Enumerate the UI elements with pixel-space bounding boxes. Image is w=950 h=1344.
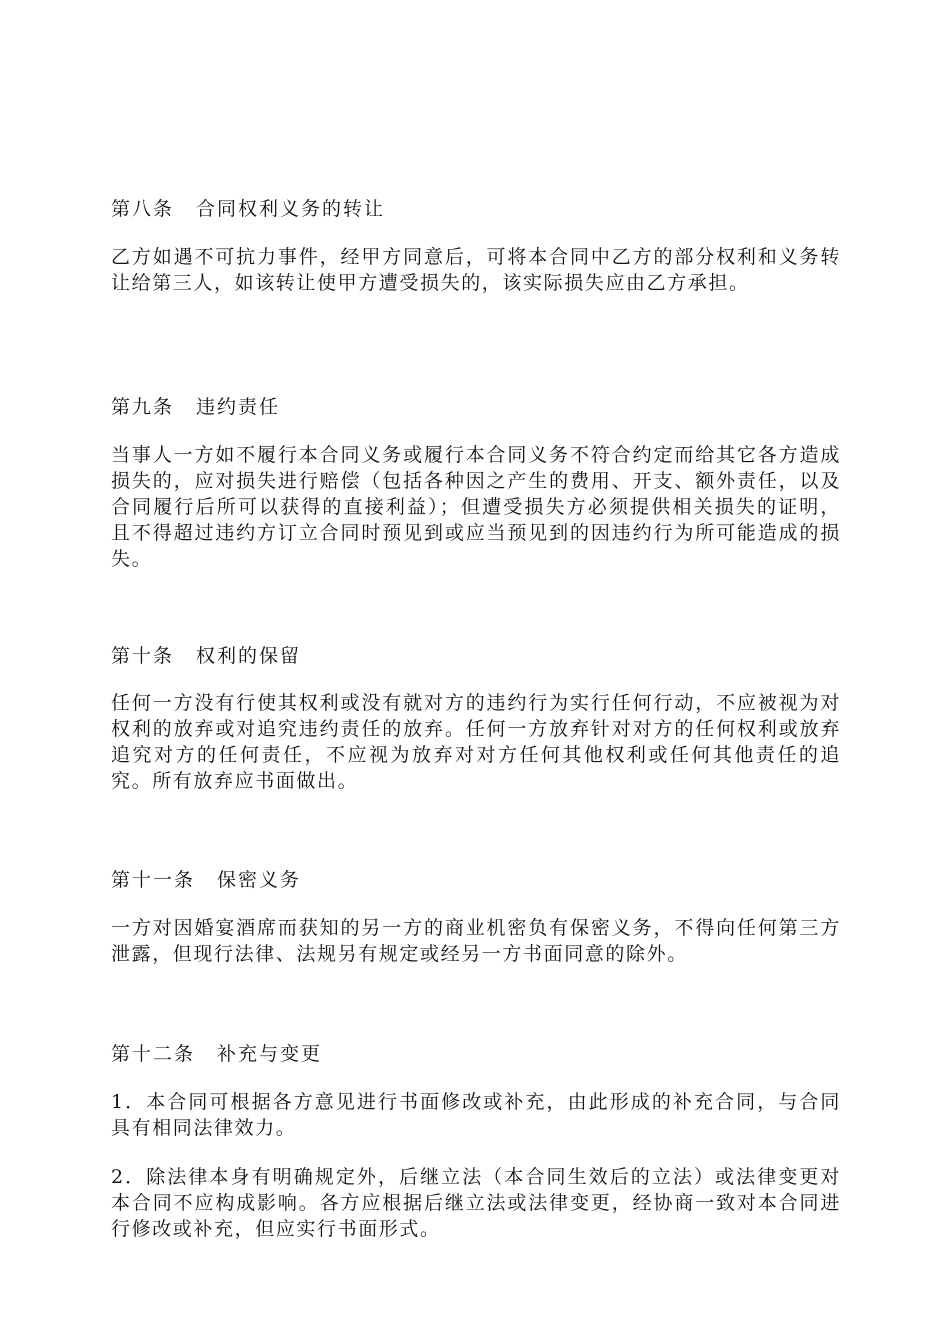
section-number: 第九条 bbox=[111, 396, 175, 418]
section-paragraph: 一方对因婚宴酒席而获知的另一方的商业机密负有保密义务，不得向任何第三方泄露，但现行法律、法规另有规定或经另一方书面同意的除外。 bbox=[111, 917, 841, 965]
section-heading-article-10 bbox=[111, 643, 301, 669]
section-paragraph: 2．除法律本身有明确规定外，后继立法（本合同生效后的立法）或法律变更对本合同不应构成影响。各方应根据后继立法或法律变更，经协商一致对本合同进行修改或补充，但应实行书面形式。 bbox=[111, 1166, 841, 1240]
section-title: 保密义务 bbox=[217, 869, 302, 891]
section-heading-article-12 bbox=[111, 1041, 322, 1067]
section-paragraph: 当事人一方如不履行本合同义务或履行本合同义务不符合约定而给其它各方造成损失的，应对损失进行赔偿（包括各种因之产生的费用、开支、额外责任，以及合同履行后所可以获得的直接利益）；但遭受损失方必须提供相关损失的证明，且不得超过违约方订立合同时预见到或应当预见到的因违约行为所可能造成的损失。 bbox=[111, 444, 841, 570]
section-title: 补充与变更 bbox=[217, 1043, 323, 1065]
section-number: 第十一条 bbox=[111, 869, 196, 891]
section-number: 第十条 bbox=[111, 645, 175, 667]
section-heading-article-11 bbox=[111, 867, 301, 893]
section-number: 第八条 bbox=[111, 198, 175, 220]
section-title: 合同权利义务的转让 bbox=[196, 198, 386, 220]
section-number: 第十二条 bbox=[111, 1043, 196, 1065]
section-paragraph: 1．本合同可根据各方意见进行书面修改或补充，由此形成的补充合同，与合同具有相同法律效力。 bbox=[111, 1091, 841, 1139]
section-heading-article-9 bbox=[111, 394, 280, 420]
section-heading-article-8 bbox=[111, 196, 385, 222]
section-title: 违约责任 bbox=[196, 396, 281, 418]
section-title: 权利的保留 bbox=[196, 645, 302, 667]
section-paragraph: 任何一方没有行使其权利或没有就对方的违约行为实行任何行动，不应被视为对权利的放弃或对追究违约责任的放弃。任何一方放弃针对对方的任何权利或放弃追究对方的任何责任，不应视为放弃对对方任何其他权利或任何其他责任的追究。所有放弃应书面做出。 bbox=[111, 692, 841, 792]
section-paragraph: 乙方如遇不可抗力事件，经甲方同意后，可将本合同中乙方的部分权利和义务转让给第三人，如该转让使甲方遭受损失的，该实际损失应由乙方承担。 bbox=[111, 246, 841, 294]
